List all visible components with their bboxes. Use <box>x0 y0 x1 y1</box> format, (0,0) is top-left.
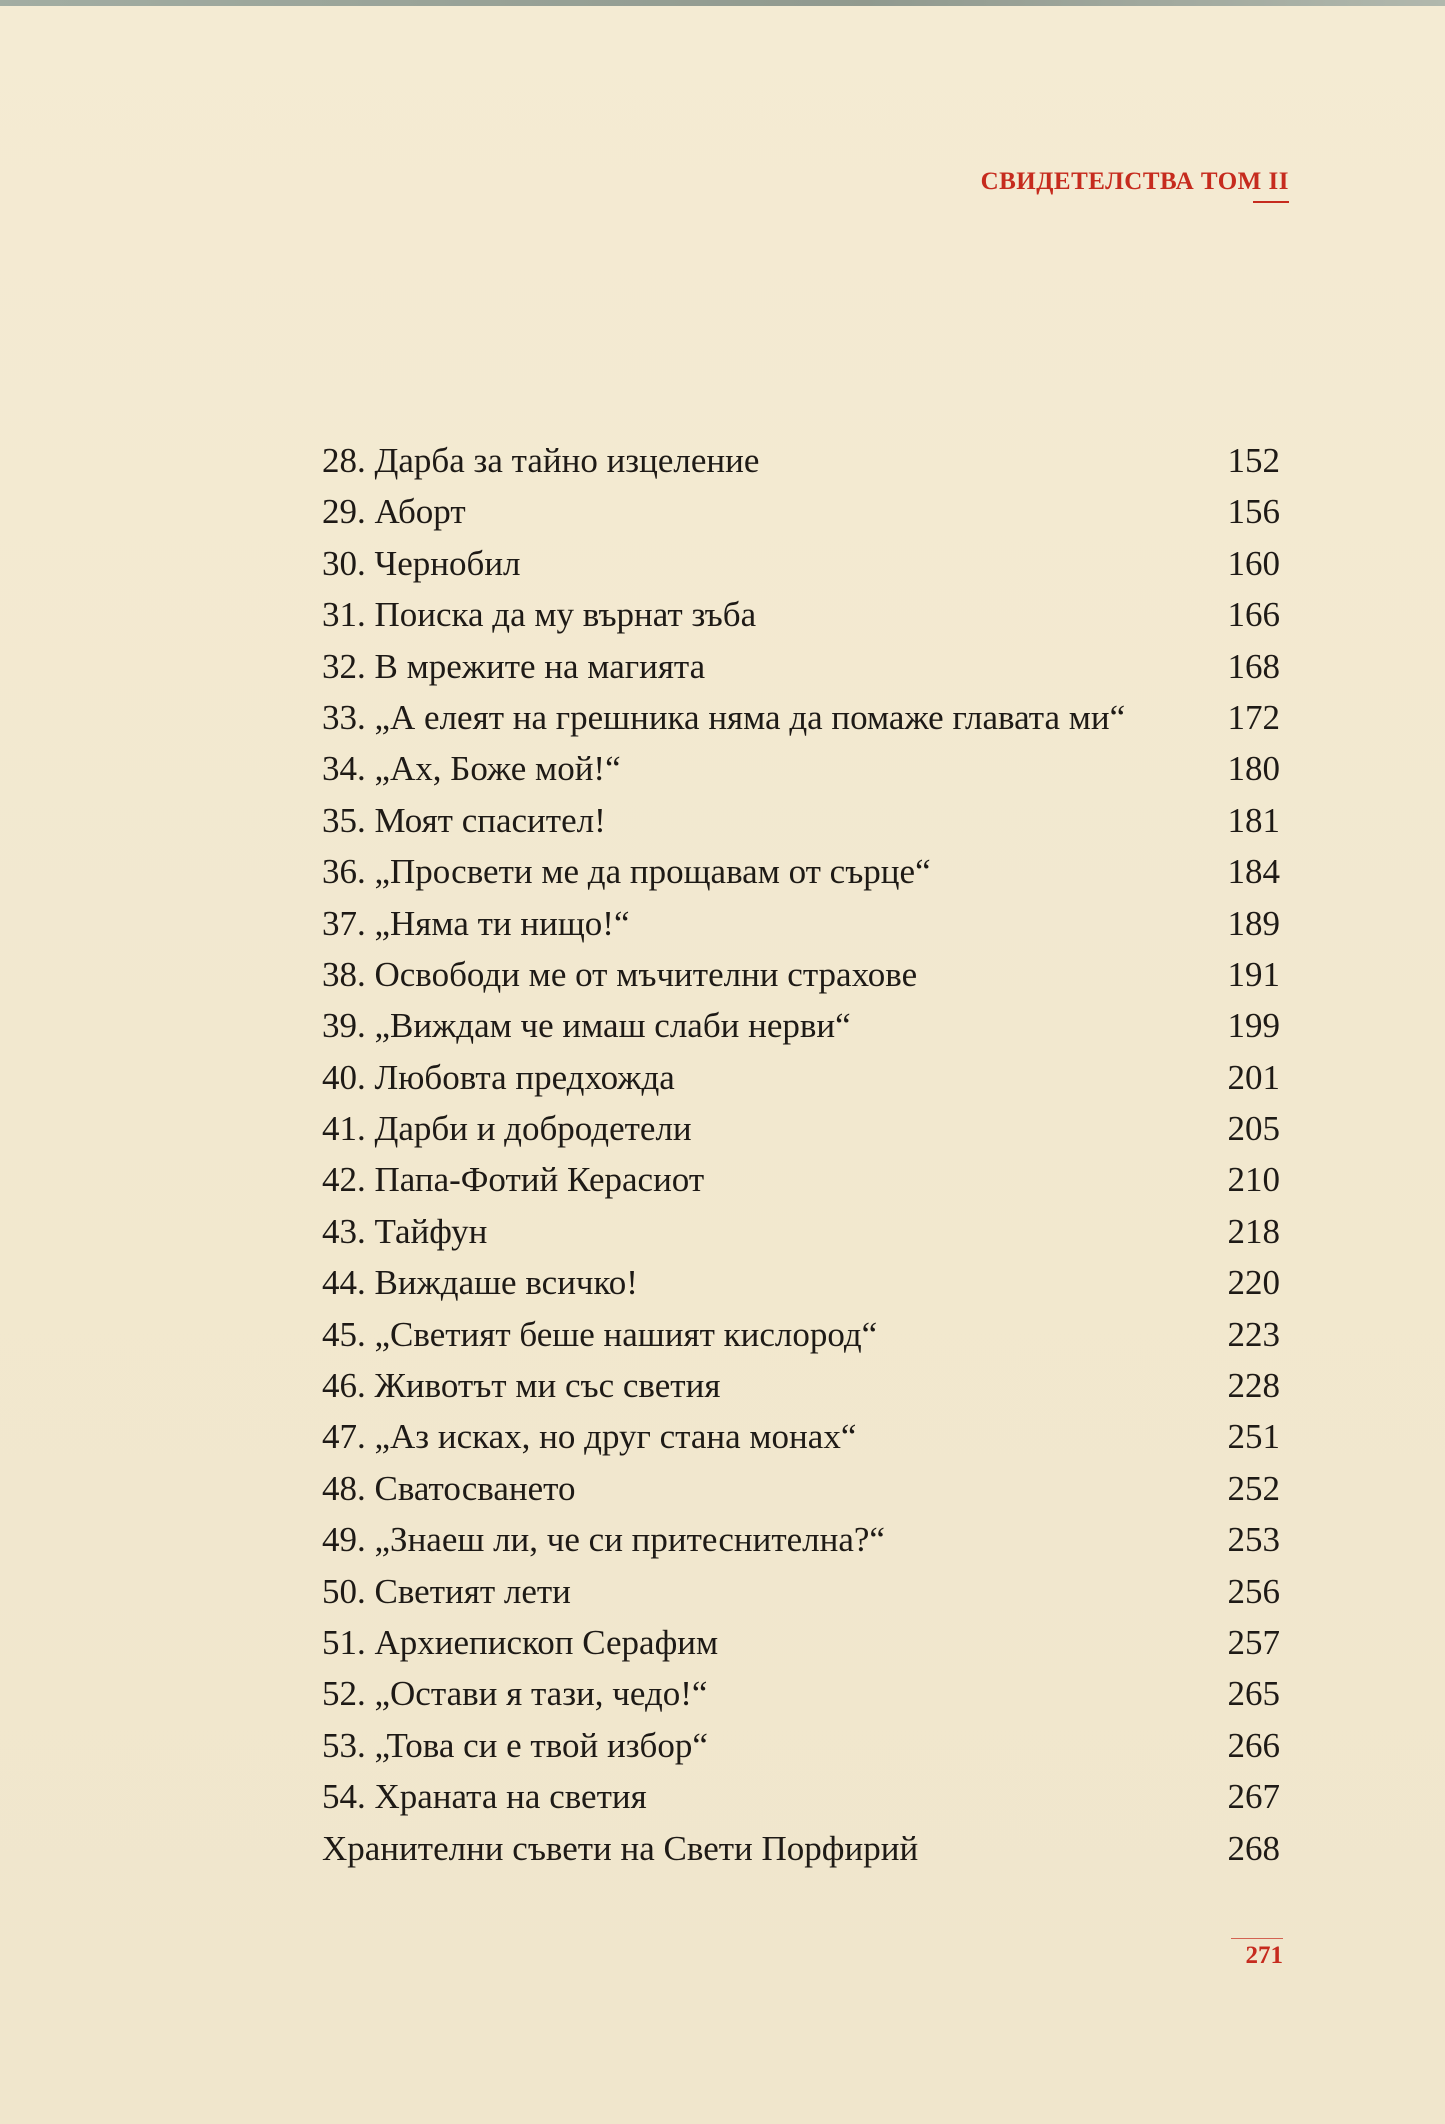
toc-entry-title: 42. Папа-Фотий Керасиот <box>322 1160 705 1200</box>
toc-entry <box>322 749 1280 800</box>
toc-entry <box>322 1469 1280 1520</box>
toc-entry-title: 53. „Това си е твой избор“ <box>322 1725 708 1765</box>
toc-entry <box>322 544 1280 595</box>
toc-entry-page: 228 <box>1227 1366 1280 1406</box>
toc-entry-page: 220 <box>1227 1263 1280 1303</box>
toc-entry-title: 33. „А елеят на грешника няма да помаже главата ми“ <box>322 697 1126 737</box>
toc-entry-page: 266 <box>1227 1725 1280 1765</box>
toc-entry <box>322 1058 1280 1109</box>
toc-entry-page: 267 <box>1227 1777 1280 1817</box>
toc-entry-page: 252 <box>1227 1468 1280 1508</box>
page-top-edge <box>0 0 1445 6</box>
toc-entry-page: 152 <box>1227 441 1280 480</box>
toc-entry-title: 38. Освободи ме от мъчителни страхове <box>322 954 918 994</box>
toc-entry-page: 180 <box>1227 749 1280 789</box>
toc-entry-title: 28. Дарба за тайно изцеление <box>322 441 760 480</box>
toc-entry-title: 46. Животът ми със светия <box>322 1366 721 1406</box>
toc-entry <box>322 1315 1280 1366</box>
table-of-contents <box>322 441 1280 1880</box>
toc-entry-title: 51. Архиепископ Серафим <box>322 1622 719 1662</box>
toc-entry <box>322 1263 1280 1314</box>
toc-entry-title: 32. В мрежите на магията <box>322 646 706 686</box>
toc-entry-page: 218 <box>1227 1211 1280 1251</box>
toc-entry-title: 40. Любовта предхожда <box>322 1057 675 1097</box>
toc-entry-title: 29. Аборт <box>322 492 466 532</box>
toc-entry-page: 201 <box>1227 1057 1280 1097</box>
toc-entry <box>322 955 1280 1006</box>
toc-entry <box>322 1572 1280 1623</box>
toc-entry-title: 36. „Просвети ме да прощавам от сърце“ <box>322 852 931 892</box>
page-number-rule <box>1231 1938 1283 1939</box>
toc-entry-title: 44. Виждаше всичко! <box>322 1263 638 1303</box>
running-header: СВИДЕТЕЛСТВА ТОМ II <box>980 168 1289 195</box>
toc-entry-page: 223 <box>1227 1314 1280 1354</box>
toc-entry-page: 251 <box>1227 1417 1280 1457</box>
toc-entry-title: 34. „Ах, Боже мой!“ <box>322 749 621 789</box>
toc-entry-title: 37. „Няма ти нищо!“ <box>322 903 630 943</box>
toc-entry <box>322 1777 1280 1828</box>
toc-entry-page: 166 <box>1227 595 1280 635</box>
toc-entry-page: 189 <box>1227 903 1280 943</box>
toc-entry-page: 172 <box>1227 697 1280 737</box>
toc-entry-page: 268 <box>1227 1828 1280 1868</box>
header-rule <box>1253 201 1289 203</box>
toc-entry-page: 256 <box>1227 1571 1280 1611</box>
toc-entry-page: 210 <box>1227 1160 1280 1200</box>
toc-entry-title: 35. Моят спасител! <box>322 800 606 840</box>
toc-entry-page: 253 <box>1227 1520 1280 1560</box>
toc-entry-page: 257 <box>1227 1622 1280 1662</box>
toc-entry <box>322 441 1280 492</box>
toc-entry <box>322 1160 1280 1211</box>
toc-entry-title: 30. Чернобил <box>322 543 521 583</box>
toc-entry-title: 54. Храната на светия <box>322 1777 647 1817</box>
toc-entry-page: 160 <box>1227 543 1280 583</box>
toc-entry <box>322 1417 1280 1468</box>
toc-entry <box>322 492 1280 543</box>
toc-entry-title: 52. „Остави я тази, чедо!“ <box>322 1674 708 1714</box>
toc-entry-page: 156 <box>1227 492 1280 532</box>
toc-entry <box>322 801 1280 852</box>
toc-entry-title: 41. Дарби и добродетели <box>322 1109 692 1149</box>
toc-entry-title: 47. „Аз исках, но друг стана монах“ <box>322 1417 857 1457</box>
toc-entry-title: 48. Сватосването <box>322 1468 576 1508</box>
toc-entry <box>322 1006 1280 1057</box>
toc-entry-title: 45. „Светият беше нашият кислород“ <box>322 1314 878 1354</box>
toc-entry-page: 181 <box>1227 800 1280 840</box>
toc-entry-page: 168 <box>1227 646 1280 686</box>
toc-entry-page: 199 <box>1227 1006 1280 1046</box>
toc-entry-page: 184 <box>1227 852 1280 892</box>
toc-entry <box>322 1109 1280 1160</box>
toc-entry <box>322 1520 1280 1571</box>
toc-entry <box>322 698 1280 749</box>
toc-entry-title: 50. Светият лети <box>322 1571 571 1611</box>
toc-entry <box>322 904 1280 955</box>
toc-entry <box>322 1674 1280 1725</box>
toc-entry-title: 31. Поиска да му върнат зъба <box>322 595 757 635</box>
toc-entry <box>322 1623 1280 1674</box>
toc-entry-page: 265 <box>1227 1674 1280 1714</box>
toc-entry-title: 49. „Знаеш ли, че си притеснителна?“ <box>322 1520 885 1560</box>
toc-entry <box>322 1212 1280 1263</box>
toc-entry-title: Хранителни съвети на Свети Порфирий <box>322 1828 919 1868</box>
toc-entry <box>322 647 1280 698</box>
toc-entry-page: 191 <box>1227 954 1280 994</box>
toc-entry <box>322 1366 1280 1417</box>
toc-entry <box>322 852 1280 903</box>
toc-entry <box>322 1829 1280 1880</box>
toc-entry <box>322 595 1280 646</box>
toc-entry-title: 43. Тайфун <box>322 1211 488 1251</box>
toc-entry-title: 39. „Виждам че имаш слаби нерви“ <box>322 1006 851 1046</box>
page-number: 271 <box>1245 1942 1283 1969</box>
toc-entry <box>322 1726 1280 1777</box>
toc-entry-page: 205 <box>1227 1109 1280 1149</box>
